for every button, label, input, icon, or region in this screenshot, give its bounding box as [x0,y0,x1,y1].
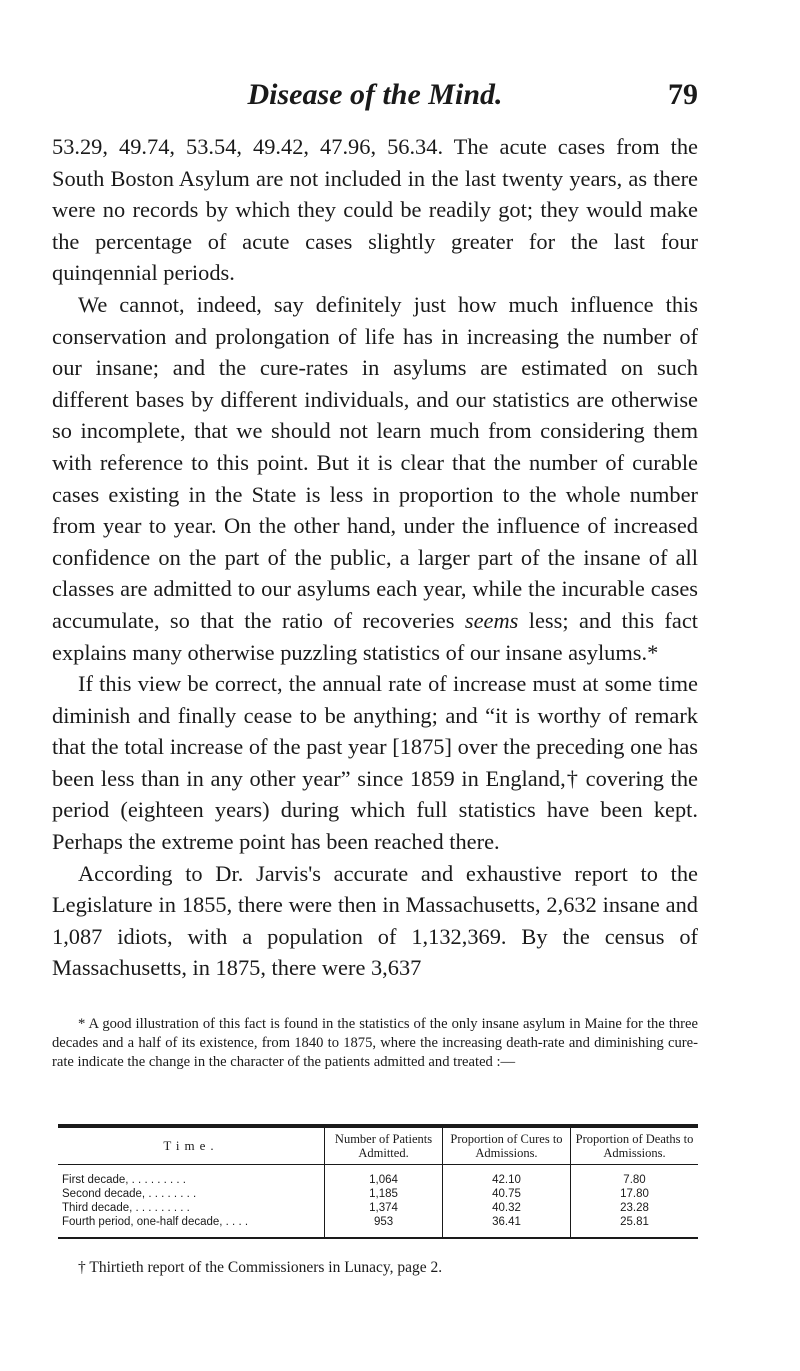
row-admitted: 953 [325,1215,443,1238]
paragraph-1: 53.29, 49.74, 53.54, 49.42, 47.96, 56.34. The acute cases from the South Boston Asylum are not included in the last twenty years, as there were no records by which they could be readily got; they would make the percentage of acute cases slightly greater for the last four quinqennial periods. [52,134,698,286]
row-cures: 40.32 [442,1201,570,1215]
row-deaths: 17.80 [570,1187,698,1201]
row-cures: 42.10 [442,1165,570,1188]
row-period: Fourth period, one-half decade, . . . . [62,1216,249,1228]
row-period: First decade, . . . . . . . . . [62,1174,186,1186]
row-admitted: 1,185 [325,1187,443,1201]
table-row [58,1187,698,1201]
emphasis-seems: seems [464,607,519,633]
statistics-table [58,1124,698,1239]
paragraph-3: If this view be correct, the annual rate of increase must at some time diminish and finally cease to be anything; and “it is worthy of remark that the total increase of the past year [1875] over the preceding one has been less than in any other year” since 1859 in England,† covering the period (eighteen years) during which full statistics have been kept. Perhaps the extreme point has been reached there. [52,671,698,855]
body-text [52,131,698,984]
table-row [58,1201,698,1215]
footnote-2: † Thirtieth report of the Commissioners in Lunacy, page 2. [78,1259,443,1276]
table-row [58,1215,698,1238]
row-cures: 36.41 [442,1215,570,1238]
row-deaths: 25.81 [570,1215,698,1238]
table-header-row [58,1126,698,1165]
row-admitted: 1,374 [325,1201,443,1215]
paragraph-2 [52,289,698,668]
header-admitted: Number of Patients Admitted. [325,1126,443,1165]
running-title: Disease of the Mind. [247,78,503,111]
paragraph-4: According to Dr. Jarvis's accurate and exhaustive report to the Legislature in 1855, there were then in Massachusetts, 2,632 insane and 1,087 idiots, with a population of 1,132,369. By the census of Massachusetts, in 1875, there were 3,637 [52,860,698,981]
row-cures: 40.75 [442,1187,570,1201]
row-period: Third decade, . . . . . . . . . [62,1202,190,1214]
footnote-text: * A good illustration of this fact is found in the statistics of the only insane asylum in Maine for the three decades and a half of its existence, from 1840 to 1875, where the increasing death-rate and diminishing cure-rate indicate the change in the character of the patients admitted and treated :— [52,1016,698,1071]
header-deaths: Proportion of Deaths to Admissions. [570,1126,698,1165]
row-period: Second decade, . . . . . . . . [62,1188,197,1200]
paragraph-2-part-2: less; and this fact explains many otherwise puzzling statistics of our insane asylums.* [52,607,698,665]
table-row [58,1165,698,1188]
running-head [52,78,698,118]
footnote [52,1015,698,1073]
row-admitted: 1,064 [325,1165,443,1188]
paragraph-2-part-1: We cannot, indeed, say definitely just how much influence this conservation and prolongation of life has in increasing the number of our insane; and the cure-rates in asylums are estimated on such different bases by different individuals, and our statistics are otherwise so incomplete, that we should not learn much from considering them with reference to this point. But it is clear that the number of curable cases existing in the State is less in proportion to the whole number from year to year. On the other hand, under the influence of increased confidence on the part of the public, a larger part of the insane of all classes are admitted to our asylums each year, while the incurable cases accumulate, so that the ratio of recoveries [52,291,698,633]
row-deaths: 23.28 [570,1201,698,1215]
page-number: 79 [668,78,698,111]
header-time: Time. [58,1126,325,1165]
row-deaths: 7.80 [570,1165,698,1188]
header-cures: Proportion of Cures to Admissions. [442,1126,570,1165]
